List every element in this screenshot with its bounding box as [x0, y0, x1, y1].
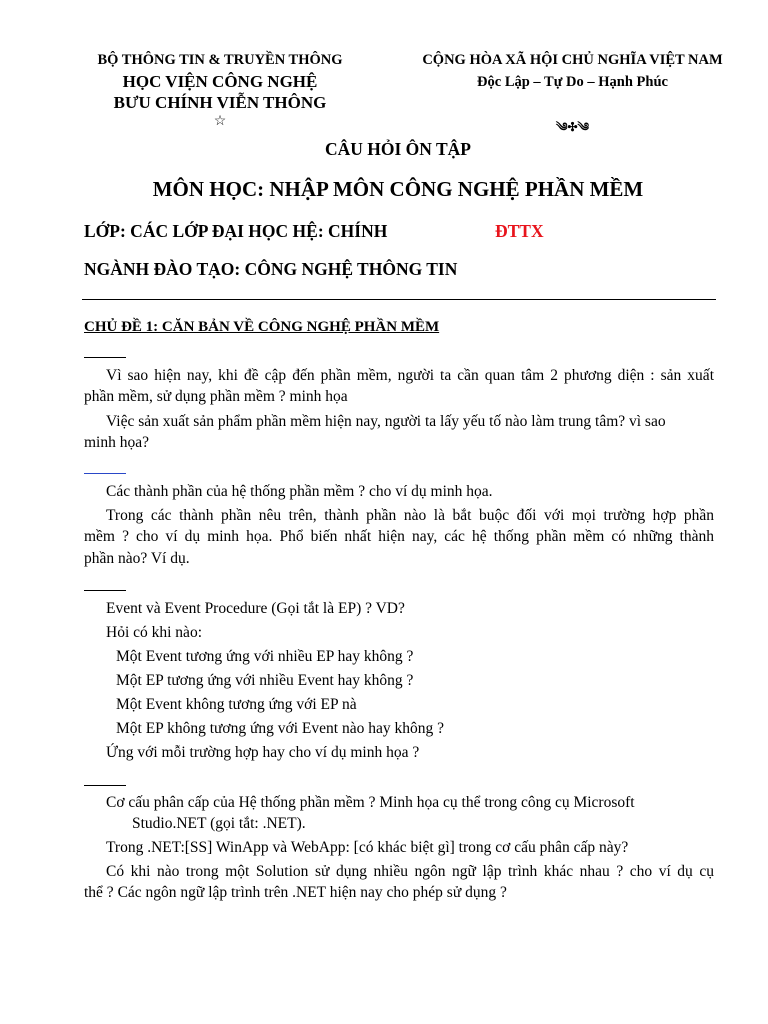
class-mode: ĐTTX — [495, 221, 544, 241]
question-text: Một Event không tương ứng với EP nà — [116, 696, 357, 713]
question-text: thể ? Các ngôn ngữ lập trình trên .NET hiện nay cho phép sử dụng ? — [84, 884, 507, 901]
institute-name-line1: HỌC VIỆN CÔNG NGHỆ — [122, 72, 318, 91]
question-text: Hỏi có khi nào: — [106, 624, 202, 641]
question-text: Một Event tương ứng với nhiều EP hay không ? — [116, 648, 414, 665]
question-text: Vì sao hiện nay, khi đề cập đến phần mềm, người ta cần quan tâm 2 phương diện : sản xuất — [106, 367, 714, 384]
question-text: Các thành phần của hệ thống phần mềm ? cho ví dụ minh họa. — [106, 483, 493, 500]
question-marker — [84, 590, 126, 591]
star-ornament-icon: ☆ — [213, 114, 227, 129]
institute-name-line2: BƯU CHÍNH VIỄN THÔNG — [113, 93, 327, 112]
major-label: NGÀNH ĐÀO TẠO: CÔNG NGHỆ THÔNG TIN — [84, 259, 458, 279]
question-marker — [84, 785, 126, 786]
question-text: Việc sản xuất sản phẩm phần mềm hiện nay, người ta lấy yếu tố nào làm trung tâm? vì sao — [106, 413, 666, 430]
subject-title: MÔN HỌC: NHẬP MÔN CÔNG NGHỆ PHẦN MỀM — [152, 177, 644, 201]
ministry-name: BỘ THÔNG TIN & TRUYỀN THÔNG — [97, 52, 343, 68]
flourish-ornament-icon: ༄✣༄ — [556, 120, 589, 134]
topic-heading: CHỦ ĐỀ 1: CĂN BẢN VỀ CÔNG NGHỆ PHẦN MỀM — [84, 319, 440, 335]
question-marker — [84, 357, 126, 358]
question-marker — [84, 473, 126, 474]
question-text: Một EP không tương ứng với Event nào hay không ? — [116, 720, 444, 737]
national-motto: Độc Lập – Tự Do – Hạnh Phúc — [477, 74, 668, 90]
question-text: Studio.NET (gọi tắt: .NET). — [132, 815, 306, 832]
document-heading: CÂU HỎI ÔN TẬP — [324, 139, 471, 159]
question-text: phần nào? Ví dụ. — [84, 550, 190, 567]
question-text: Event và Event Procedure (Gọi tắt là EP) ? VD? — [106, 600, 405, 617]
separator-line — [82, 299, 716, 300]
question-text: minh họa? — [84, 434, 149, 451]
question-text: Trong các thành phần nêu trên, thành phần nào là bắt buộc đối với mọi trường hợp phần — [106, 507, 714, 524]
class-label: LỚP: CÁC LỚP ĐẠI HỌC HỆ: CHÍNH — [84, 221, 388, 241]
country-name: CỘNG HÒA XÃ HỘI CHỦ NGHĨA VIỆT NAM — [422, 52, 723, 68]
question-text: Cơ cấu phân cấp của Hệ thống phần mềm ? Minh họa cụ thể trong công cụ Microsoft — [106, 794, 635, 811]
question-text: Ứng với mỗi trường hợp hay cho ví dụ minh họa ? — [106, 744, 420, 761]
question-text: Trong .NET:[SS] WinApp và WebApp: [có khác biệt gì] trong cơ cấu phân cấp này? — [106, 839, 629, 856]
question-text: mềm ? cho ví dụ minh họa. Phổ biến nhất hiện nay, các hệ thống phần mềm có những thành — [84, 528, 714, 545]
question-text: phần mềm, sử dụng phần mềm ? minh họa — [84, 388, 348, 405]
question-text: Một EP tương ứng với nhiều Event hay không ? — [116, 672, 414, 689]
question-text: Có khi nào trong một Solution sử dụng nhiều ngôn ngữ lập trình khác nhau ? cho ví dụ cụ — [106, 863, 714, 880]
